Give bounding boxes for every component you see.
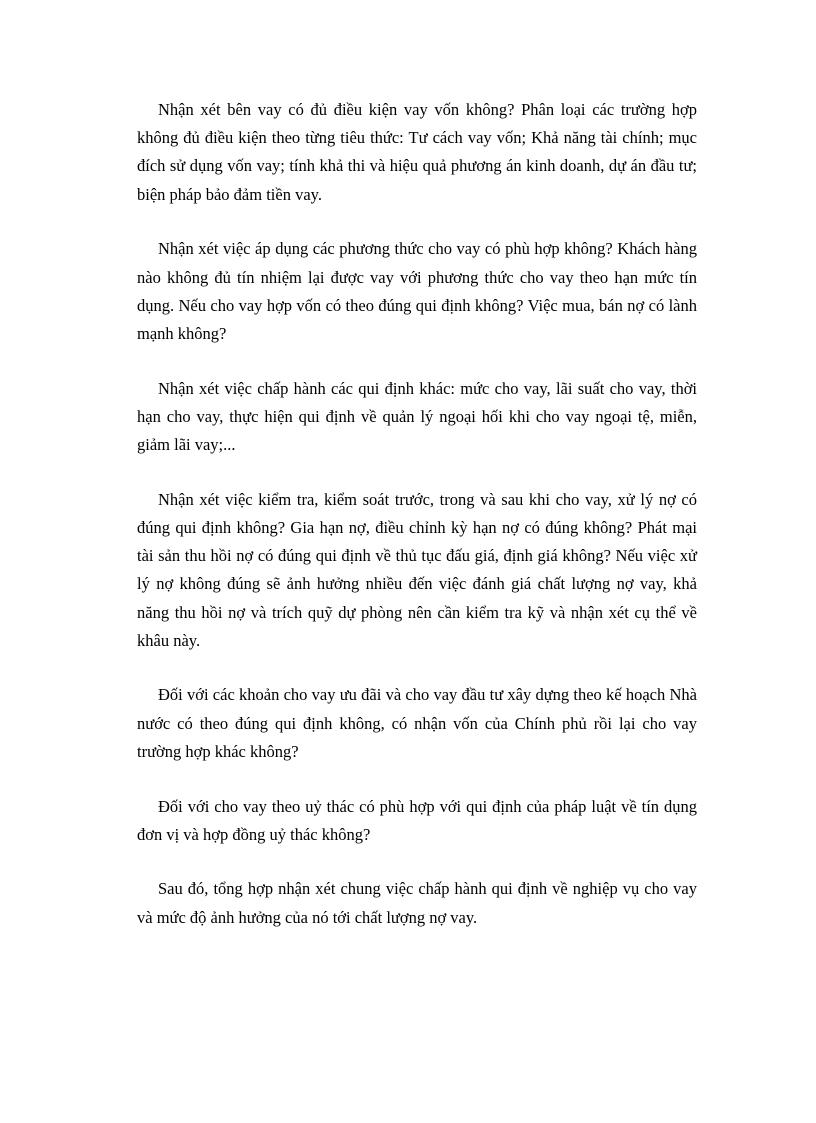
paragraph-summary: Sau đó, tổng hợp nhận xét chung việc chấp hành qui định về nghiệp vụ cho vay và mức độ ảnh hưởng của nó tới chất lượng nợ vay. xyxy=(137,879,697,927)
paragraph-entrusted-loans: Đối với cho vay theo uỷ thác có phù hợp với qui định của pháp luật về tín dụng đơn vị và hợp đồng uỷ thác không? xyxy=(137,796,697,844)
paragraph-lending-methods: Nhận xét việc áp dụng các phương thức cho vay có phù hợp không? Khách hàng nào không đủ tín nhiệm lại được vay với phương thức cho vay theo hạn mức tín dụng. Nếu cho vay hợp vốn có theo đúng qui định không? Việc mua, bán nợ có lành mạnh không? xyxy=(137,239,697,343)
document-body xyxy=(137,96,697,958)
paragraph-other-regulations: Nhận xét việc chấp hành các qui định khác: mức cho vay, lãi suất cho vay, thời hạn cho vay, thực hiện qui định về quản lý ngoại hối khi cho vay ngoại tệ, miễn, giảm lãi vay;... xyxy=(137,378,697,455)
paragraph-preferential-loans: Đối với các khoản cho vay ưu đãi và cho vay đầu tư xây dựng theo kế hoạch Nhà nước có theo đúng qui định không, có nhận vốn của Chính phủ rồi lại cho vay trường hợp khác không? xyxy=(137,685,697,761)
paragraph-borrower-eligibility: Nhận xét bên vay có đủ điều kiện vay vốn không? Phân loại các trường hợp không đủ điều kiện theo từng tiêu thức: Tư cách vay vốn; Khả năng tài chính; mục đích sử dụng vốn vay; tính khả thi và hiệu quả phương án kinh doanh, dự án đầu tư; biện pháp bảo đảm tiền vay. xyxy=(137,100,697,204)
paragraph-loan-inspection: Nhận xét việc kiểm tra, kiểm soát trước, trong và sau khi cho vay, xử lý nợ có đúng qui định không? Gia hạn nợ, điều chỉnh kỳ hạn nợ có đúng không? Phát mại tài sản thu hồi nợ có đúng qui định về thủ tục đấu giá, định giá không? Nếu việc xử lý nợ không đúng sẽ ảnh hưởng nhiều đến việc đánh giá chất lượng nợ vay, khả năng thu hồi nợ và trích quỹ dự phòng nên cần kiểm tra kỹ và nhận xét cụ thể về khâu này. xyxy=(137,489,697,650)
